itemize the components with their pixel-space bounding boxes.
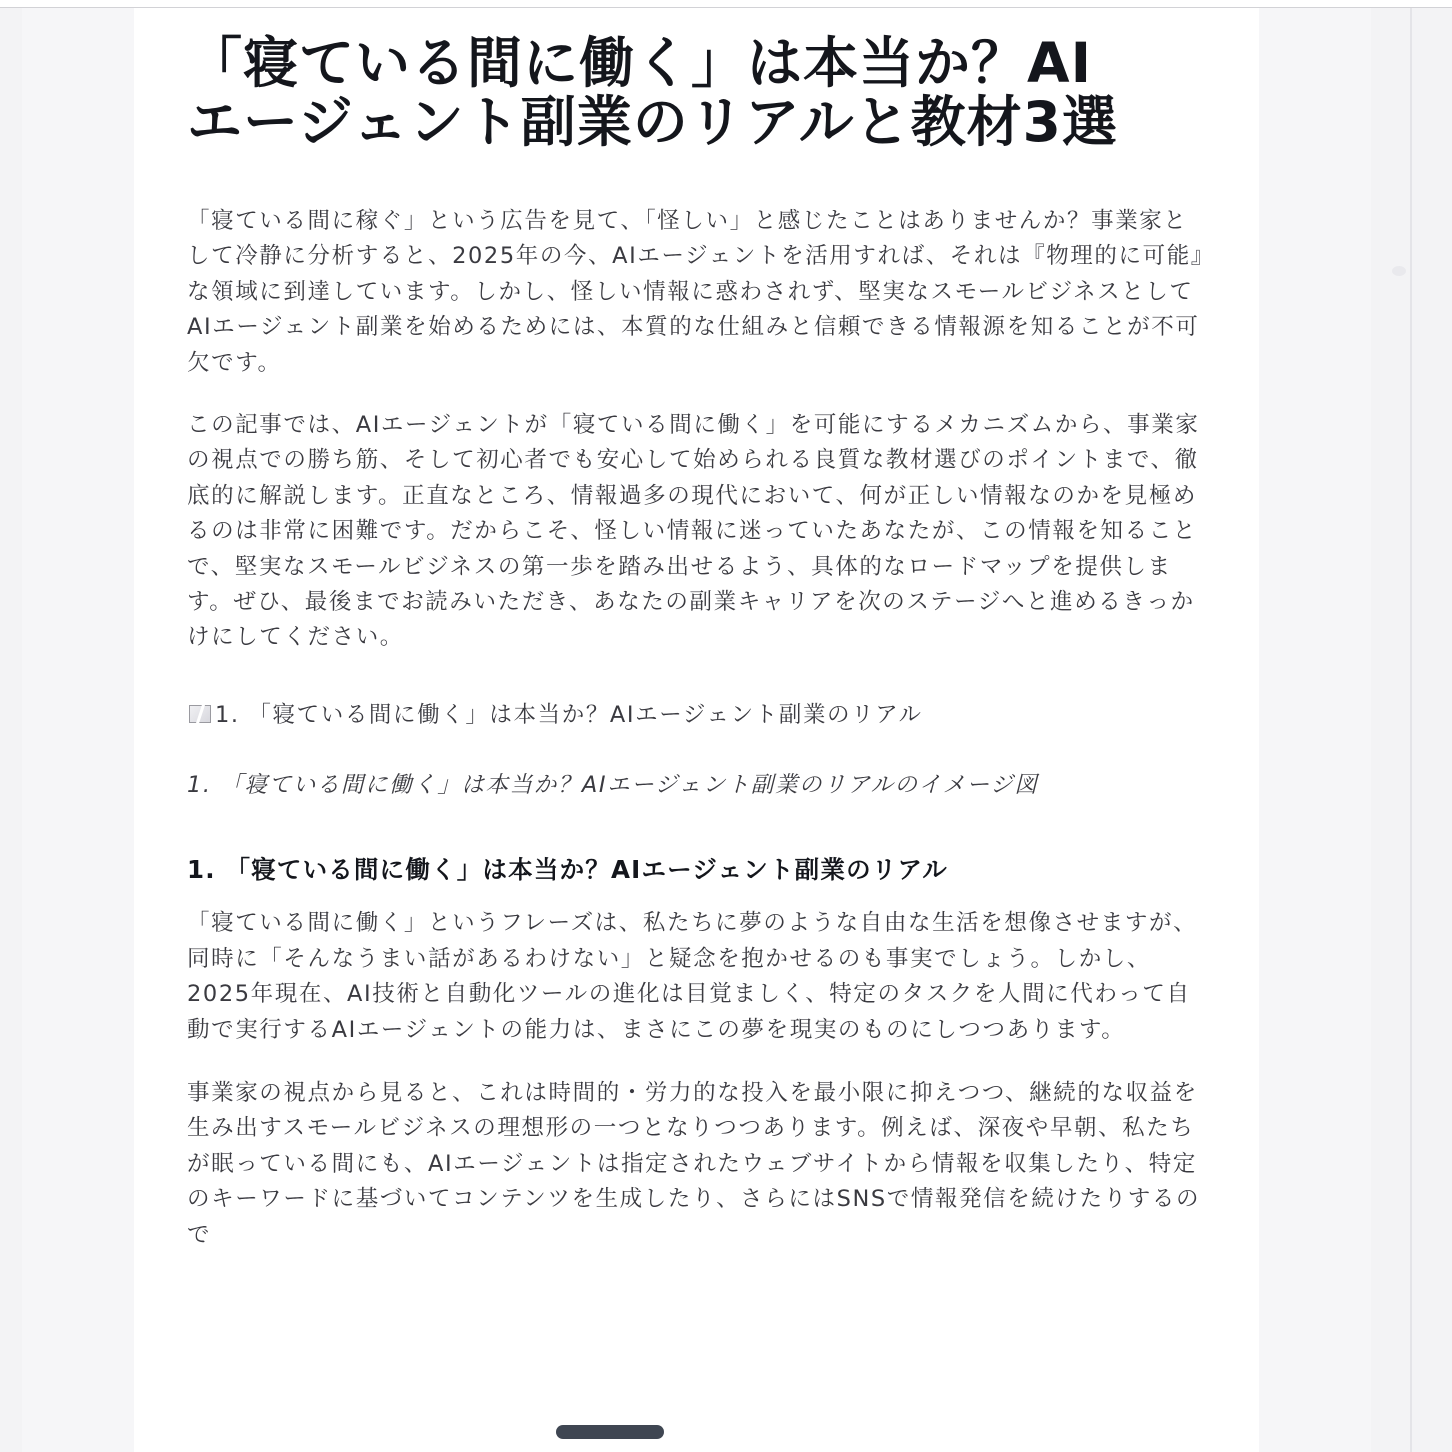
scroll-indicator[interactable] [556,1425,664,1439]
scrollbar-track[interactable] [1410,8,1412,1452]
faint-marker [1392,266,1406,276]
section-paragraph: 事業家の視点から見ると、これは時間的・労力的な投入を最小限に抑えつつ、継続的な収益を生み出すスモールビジネスの理想形の一つとなりつつあります。例えば、深夜や早朝、私たちが眠っている間にも、AIエージェントは指定されたウェブサイトから情報を収集したり、特定のキーワードに基づいてコンテンツを生成したり、さらにはSNSで情報発信を続けたりするので [187,1079,1201,1248]
article-content [187,31,1207,1253]
intro-paragraph: この記事では、AIエージェントが「寝ている間に働く」を可能にするメカニズムから、事業家の視点での勝ち筋、そして初心者でも安心して始められる良質な教材選びのポイントまで、徹底的に解説します。正直なところ、情報過多の現代において、何が正しい情報なのかを見極めるのは非常に困難です。だからこそ、怪しい情報に迷っていたあなたが、この情報を知ることで、堅実なスモールビジネスの第一歩を踏み出せるよう、具体的なロードマップを提供します。ぜひ、最後までお読みいただき、あなたの副業キャリアを次のステージへと進めるきっかけにしてください。 [187,412,1200,651]
top-edge-bar [0,0,1452,8]
figure-caption: 1. 「寝ている間に働く」は本当か？AIエージェント副業のリアルのイメージ図 [187,771,1039,798]
article-title: 「寝ている間に働く」は本当か？AIエージェント副業のリアルと教材3選 [187,31,1118,154]
article-page[interactable] [134,8,1259,1452]
broken-image-icon [187,701,213,725]
left-margin-panel [22,8,134,1452]
figure-image-placeholder [187,696,1207,730]
right-margin-panel [1259,8,1371,1452]
intro-paragraph: 「寝ている間に稼ぐ」という広告を見て、「怪しい」と感じたことはありませんか？事業家として冷静に分析すると、2025年の今、AIエージェントを活用すれば、それは『物理的に可能』な領域に到達しています。しかし、怪しい情報に惑わされず、堅実なスモールビジネスとしてAIエージェント副業を始めるためには、本質的な仕組みと信頼できる情報源を知ることが不可欠です。 [187,208,1204,376]
section-heading: 1. 「寝ている間に働く」は本当か？AIエージェント副業のリアル [187,855,948,885]
section-paragraph: 「寝ている間に働く」というフレーズは、私たちに夢のような自由な生活を想像させますが、同時に「そんなうまい話があるわけない」と疑念を抱かせるのも事実でしょう。しかし、2025年現在、AI技術と自動化ツールの進化は目覚ましく、特定のタスクを人間に代わって自動で実行するAIエージェントの能力は、まさにこの夢を現実のものにしつつあります。 [187,910,1198,1043]
figure-alt-text: 1. 「寝ている間に働く」は本当か？AIエージェント副業のリアル [215,701,923,728]
